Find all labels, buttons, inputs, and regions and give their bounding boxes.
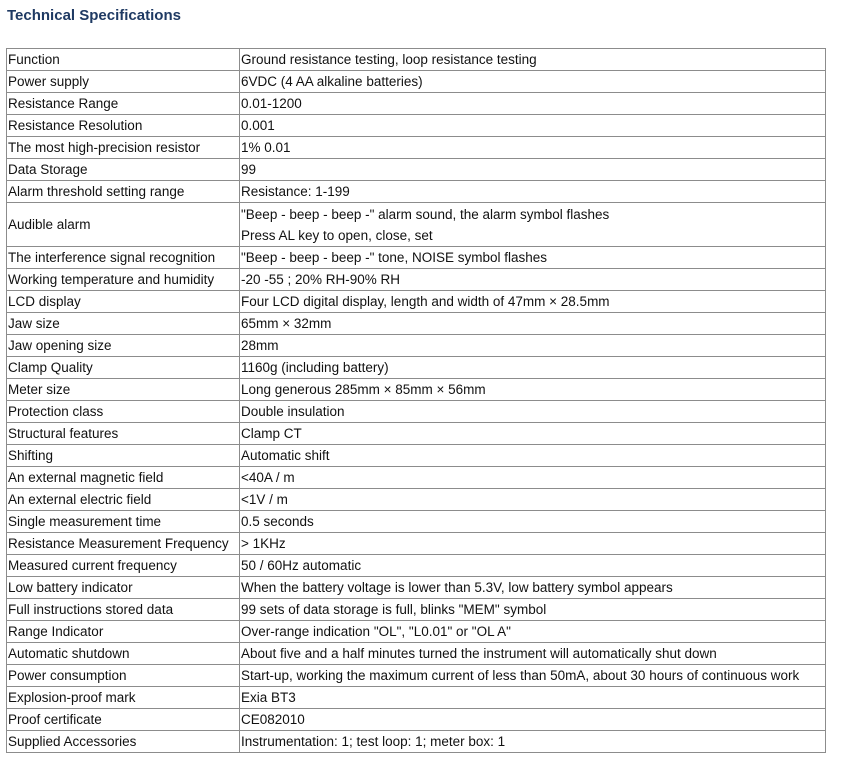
table-row bbox=[7, 555, 826, 577]
table-row bbox=[7, 93, 826, 115]
spec-value-line: 1160g (including battery) bbox=[241, 359, 389, 375]
spec-label: Low battery indicator bbox=[7, 577, 240, 599]
specifications-table bbox=[6, 48, 826, 753]
spec-label: Power consumption bbox=[7, 665, 240, 687]
spec-value-line: 1% 0.01 bbox=[241, 139, 291, 155]
spec-value-line: > 1KHz bbox=[241, 535, 286, 551]
table-row bbox=[7, 621, 826, 643]
table-row bbox=[7, 643, 826, 665]
table-row bbox=[7, 665, 826, 687]
spec-value-line: Automatic shift bbox=[241, 447, 330, 463]
spec-value-line: 50 / 60Hz automatic bbox=[241, 557, 362, 573]
spec-value bbox=[240, 335, 826, 357]
spec-value-line: Over-range indication "OL", "L0.01" or "OL A" bbox=[241, 623, 511, 639]
spec-value bbox=[240, 555, 826, 577]
spec-value-line: 28mm bbox=[241, 337, 279, 353]
table-row bbox=[7, 577, 826, 599]
specifications-table-body bbox=[7, 49, 826, 753]
spec-value bbox=[240, 687, 826, 709]
spec-value bbox=[240, 313, 826, 335]
table-row bbox=[7, 709, 826, 731]
spec-label: The interference signal recognition bbox=[7, 247, 240, 269]
spec-value-line: Four LCD digital display, length and width of 47mm × 28.5mm bbox=[241, 293, 610, 309]
page-title: Technical Specifications bbox=[7, 7, 181, 24]
spec-label: Resistance Resolution bbox=[7, 115, 240, 137]
table-row bbox=[7, 247, 826, 269]
spec-value-line: Double insulation bbox=[241, 403, 345, 419]
spec-value bbox=[240, 203, 826, 247]
spec-value bbox=[240, 401, 826, 423]
spec-value-line: 0.01-1200 bbox=[241, 95, 302, 111]
spec-label: Proof certificate bbox=[7, 709, 240, 731]
table-row bbox=[7, 445, 826, 467]
spec-value-line: <1V / m bbox=[241, 491, 288, 507]
table-row bbox=[7, 357, 826, 379]
spec-label: Range Indicator bbox=[7, 621, 240, 643]
table-row bbox=[7, 115, 826, 137]
spec-label: Function bbox=[7, 49, 240, 71]
spec-label: Working temperature and humidity bbox=[7, 269, 240, 291]
spec-label: Resistance Range bbox=[7, 93, 240, 115]
spec-value-line: Start-up, working the maximum current of less than 50mA, about 30 hours of continuous work bbox=[241, 667, 800, 683]
spec-value-line: Clamp CT bbox=[241, 425, 302, 441]
spec-label: Resistance Measurement Frequency bbox=[7, 533, 240, 555]
spec-value-line: "Beep - beep - beep -" tone, NOISE symbol flashes bbox=[241, 249, 547, 265]
spec-value bbox=[240, 445, 826, 467]
spec-value bbox=[240, 247, 826, 269]
spec-value-line: Instrumentation: 1; test loop: 1; meter box: 1 bbox=[241, 733, 506, 749]
table-row bbox=[7, 489, 826, 511]
spec-value bbox=[240, 49, 826, 71]
spec-label: Measured current frequency bbox=[7, 555, 240, 577]
spec-value-line: About five and a half minutes turned the instrument will automatically shut down bbox=[241, 645, 717, 661]
spec-value-line: 0.5 seconds bbox=[241, 513, 314, 529]
spec-value-line: 65mm × 32mm bbox=[241, 315, 332, 331]
spec-value bbox=[240, 181, 826, 203]
spec-label: Power supply bbox=[7, 71, 240, 93]
table-row bbox=[7, 291, 826, 313]
spec-value-line: <40A / m bbox=[241, 469, 295, 485]
spec-value-line: 99 bbox=[241, 161, 257, 177]
spec-value-line: Long generous 285mm × 85mm × 56mm bbox=[241, 381, 486, 397]
table-row bbox=[7, 269, 826, 291]
table-row bbox=[7, 71, 826, 93]
spec-value bbox=[240, 467, 826, 489]
spec-value bbox=[240, 357, 826, 379]
spec-value-line: Ground resistance testing, loop resistance testing bbox=[241, 51, 537, 67]
spec-value-line: "Beep - beep - beep -" alarm sound, the alarm symbol flashes bbox=[241, 206, 610, 222]
spec-label: Jaw opening size bbox=[7, 335, 240, 357]
spec-value bbox=[240, 577, 826, 599]
spec-label: Meter size bbox=[7, 379, 240, 401]
spec-value bbox=[240, 379, 826, 401]
spec-value bbox=[240, 159, 826, 181]
table-row bbox=[7, 423, 826, 445]
table-row bbox=[7, 313, 826, 335]
spec-value bbox=[240, 489, 826, 511]
spec-value bbox=[240, 709, 826, 731]
spec-value bbox=[240, 291, 826, 313]
table-row bbox=[7, 731, 826, 753]
table-row bbox=[7, 335, 826, 357]
spec-value-line: 6VDC (4 AA alkaline batteries) bbox=[241, 73, 423, 89]
spec-value bbox=[240, 533, 826, 555]
table-row bbox=[7, 533, 826, 555]
spec-label: An external electric field bbox=[7, 489, 240, 511]
table-row bbox=[7, 49, 826, 71]
spec-label: Alarm threshold setting range bbox=[7, 181, 240, 203]
spec-value bbox=[240, 621, 826, 643]
table-row bbox=[7, 599, 826, 621]
spec-label: An external magnetic field bbox=[7, 467, 240, 489]
spec-value-line: -20 -55 ; 20% RH-90% RH bbox=[241, 271, 401, 287]
spec-label: Data Storage bbox=[7, 159, 240, 181]
spec-value bbox=[240, 115, 826, 137]
spec-value bbox=[240, 269, 826, 291]
spec-label: The most high-precision resistor bbox=[7, 137, 240, 159]
spec-value bbox=[240, 731, 826, 753]
spec-label: Explosion-proof mark bbox=[7, 687, 240, 709]
spec-label: Shifting bbox=[7, 445, 240, 467]
table-row bbox=[7, 687, 826, 709]
table-row bbox=[7, 159, 826, 181]
spec-label: LCD display bbox=[7, 291, 240, 313]
table-row bbox=[7, 401, 826, 423]
spec-value-line: CE082010 bbox=[241, 711, 305, 727]
spec-value bbox=[240, 599, 826, 621]
table-row bbox=[7, 379, 826, 401]
table-row bbox=[7, 137, 826, 159]
spec-label: Clamp Quality bbox=[7, 357, 240, 379]
table-row bbox=[7, 467, 826, 489]
spec-label: Supplied Accessories bbox=[7, 731, 240, 753]
spec-label: Audible alarm bbox=[7, 203, 240, 247]
spec-value-line: 0.001 bbox=[241, 117, 275, 133]
spec-value bbox=[240, 665, 826, 687]
spec-value bbox=[240, 643, 826, 665]
spec-value-line: 99 sets of data storage is full, blinks "MEM" symbol bbox=[241, 601, 547, 617]
spec-value bbox=[240, 137, 826, 159]
spec-value-line: When the battery voltage is lower than 5.3V, low battery symbol appears bbox=[241, 579, 673, 595]
spec-label: Protection class bbox=[7, 401, 240, 423]
spec-value bbox=[240, 511, 826, 533]
spec-value-line: Press AL key to open, close, set bbox=[241, 227, 433, 243]
spec-label: Single measurement time bbox=[7, 511, 240, 533]
spec-value-line: Resistance: 1-199 bbox=[241, 183, 350, 199]
table-row bbox=[7, 511, 826, 533]
spec-label: Full instructions stored data bbox=[7, 599, 240, 621]
spec-label: Structural features bbox=[7, 423, 240, 445]
spec-value-line: Exia BT3 bbox=[241, 689, 296, 705]
spec-label: Automatic shutdown bbox=[7, 643, 240, 665]
table-row bbox=[7, 203, 826, 247]
spec-value bbox=[240, 93, 826, 115]
spec-label: Jaw size bbox=[7, 313, 240, 335]
spec-value bbox=[240, 423, 826, 445]
spec-value bbox=[240, 71, 826, 93]
table-row bbox=[7, 181, 826, 203]
